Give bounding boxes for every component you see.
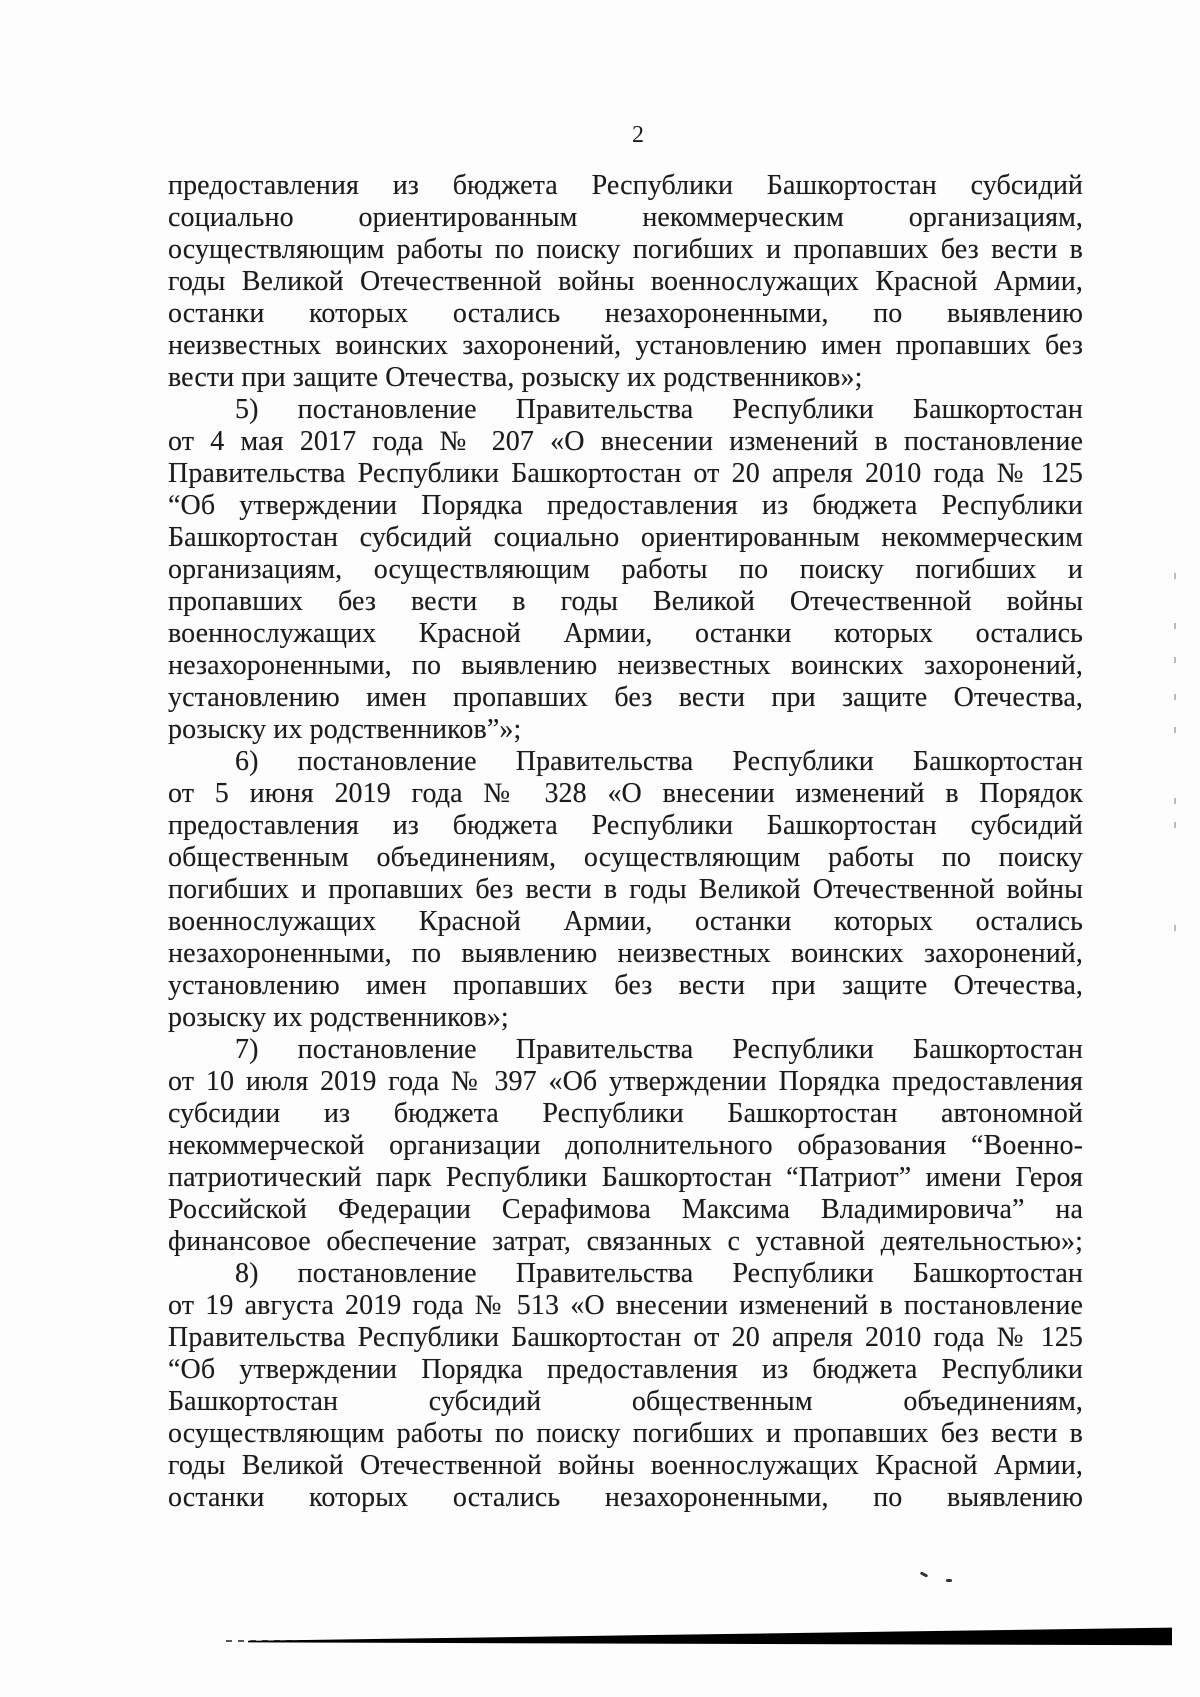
paragraph-item-7 [168,1034,1083,1258]
scan-speck [946,1579,952,1582]
text-line: 7) постановление Правительства Республики Башкортостан [235,1034,1083,1065]
text-line: Российской Федерации Серафимова Максима Владимировича” на [168,1194,1083,1225]
text-line: общественным объединениям, осуществляющим работы по поиску [168,842,1083,873]
text-line: от 10 июля 2019 года № 397 «Об утверждении Порядка предоставления [168,1066,1083,1097]
scan-edge-dash [1174,727,1176,733]
text-line: некоммерческой организации дополнительного образования “Военно- [168,1130,1083,1161]
text-line: организациям, осуществляющим работы по поиску погибших и [168,554,1083,585]
text-line: незахороненными, по выявлению неизвестных воинских захоронений, [168,938,1083,969]
text-line: незахороненными, по выявлению неизвестных воинских захоронений, [168,650,1083,681]
text-line: Башкортостан субсидий общественным объединениям, [168,1386,1083,1417]
scan-edge-dash [1174,822,1176,828]
text-line: “Об утверждении Порядка предоставления из бюджета Республики [168,1354,1083,1385]
page-number: 2 [632,122,644,148]
text-line: субсидии из бюджета Республики Башкортостан автономной [168,1098,1083,1129]
text-line: “Об утверждении Порядка предоставления из бюджета Республики [168,490,1083,521]
text-line: предоставления из бюджета Республики Башкортостан субсидий [168,810,1083,841]
paragraph-item-6 [168,746,1083,1034]
scan-edge-dash [1174,623,1176,629]
text-line: годы Великой Отечественной войны военнослужащих Красной Армии, [168,1450,1083,1481]
text-line: розыску их родственников”»; [168,714,522,745]
text-line: останки которых остались незахороненными, по выявлению [168,298,1083,329]
text-line: Башкортостан субсидий социально ориентированным некоммерческим [168,522,1083,553]
scan-speck [920,1571,928,1577]
text-line: военнослужащих Красной Армии, останки которых остались [168,906,1083,937]
text-line: погибших и пропавших без вести в годы Великой Отечественной войны [168,874,1083,905]
text-line: 6) постановление Правительства Республики Башкортостан [235,746,1083,777]
scan-edge-dash [1174,657,1176,663]
text-line: 5) постановление Правительства Республики Башкортостан [235,394,1083,425]
text-line: от 19 августа 2019 года № 513 «О внесении изменений в постановление [168,1290,1083,1321]
scan-artifact-wedge [248,1626,1172,1646]
text-line: останки которых остались незахороненными, по выявлению [168,1482,1083,1513]
text-line: Правительства Республики Башкортостан от 20 апреля 2010 года № 125 [168,1322,1083,1353]
text-line: Правительства Республики Башкортостан от 20 апреля 2010 года № 125 [168,458,1083,489]
text-line: от 5 июня 2019 года № 328 «О внесении изменений в Порядок [168,778,1083,809]
text-line: предоставления из бюджета Республики Башкортостан субсидий [168,170,1083,201]
scan-edge-dash [1174,573,1176,579]
text-line: социально ориентированным некоммерческим организациям, [168,202,1083,233]
text-line: от 4 мая 2017 года № 207 «О внесении изменений в постановление [168,426,1083,457]
scan-edge-dash [1174,694,1176,700]
text-line: военнослужащих Красной Армии, останки которых остались [168,618,1083,649]
paragraph-item-5 [168,394,1083,746]
paragraph [168,170,1083,394]
scan-edge-dash [1174,798,1176,804]
text-line: вести при защите Отечества, розыску их родственников»; [168,362,863,393]
text-line: неизвестных воинских захоронений, установлению имен пропавших без [168,330,1083,361]
text-line: установлению имен пропавших без вести при защите Отечества, [168,970,1083,1001]
text-line: 8) постановление Правительства Республики Башкортостан [235,1258,1083,1289]
text-line: патриотический парк Республики Башкортостан “Патриот” имени Героя [168,1162,1083,1193]
text-line: розыску их родственников»; [168,1002,509,1033]
paragraph-item-8 [168,1258,1083,1514]
text-line: годы Великой Отечественной войны военнослужащих Красной Армии, [168,266,1083,297]
scan-edge-dash [1174,925,1176,931]
text-line: осуществляющим работы по поиску погибших и пропавших без вести в [168,1418,1083,1449]
text-line: установлению имен пропавших без вести при защите Отечества, [168,682,1083,713]
text-line: пропавших без вести в годы Великой Отечественной войны [168,586,1083,617]
text-line: финансовое обеспечение затрат, связанных с уставной деятельностью»; [168,1226,1083,1257]
document-body [168,170,1083,1514]
text-line: осуществляющим работы по поиску погибших и пропавших без вести в [168,234,1083,265]
